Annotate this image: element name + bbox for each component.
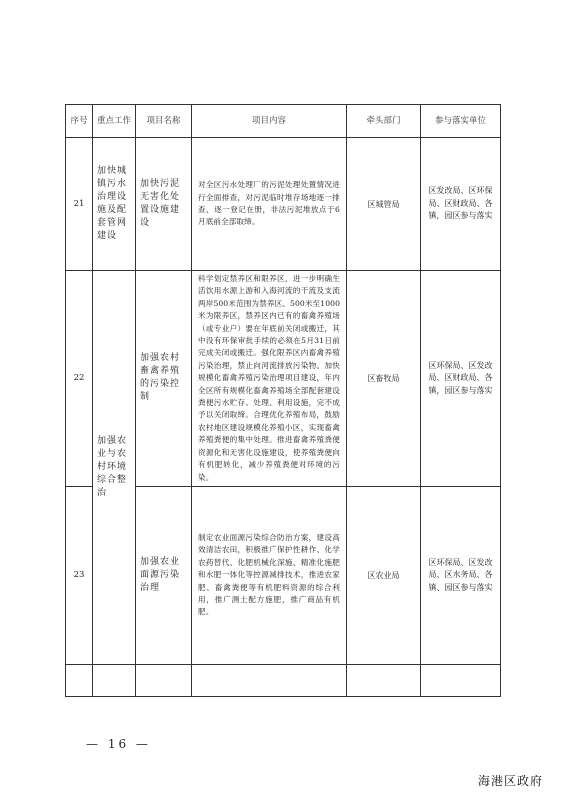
- table-row-blank: [66, 664, 501, 696]
- blank-cell: [136, 664, 192, 696]
- key-work-cell: 加强农业与农村环境综合整治: [93, 271, 136, 665]
- header-participants: 参与落实单位: [421, 105, 501, 138]
- header-project-name: 项目名称: [136, 105, 192, 138]
- project-name-cell: 加快污泥无害化处置设施建设: [136, 138, 192, 271]
- header-lead-dept: 牵头部门: [347, 105, 421, 138]
- table-row: [66, 271, 501, 487]
- table-header-row: [66, 105, 501, 138]
- project-content-cell: 制定农业面源污染综合防治方案，建设高效清洁农田，积极推广保护性耕作、化学农药替代、化肥机械化深施、精准化施肥和水肥一体化等控源减排技术，推进农家肥、畜禽粪便等有机肥料资源的综合利用，推广测土配方施肥，推广商品有机肥。: [192, 486, 347, 664]
- lead-dept-cell: 区农业局: [347, 486, 421, 664]
- project-table: [65, 104, 501, 697]
- participants-cell: 区环保局、区发改局、区水务局、各镇、园区参与落实: [421, 486, 501, 664]
- blank-cell: [66, 664, 93, 696]
- participants-cell: 区发改局、区环保局、区财政局、各镇，园区参与落实: [421, 138, 501, 271]
- row-number: 22: [66, 271, 93, 487]
- blank-cell: [421, 664, 501, 696]
- header-key-work: 重点工作: [93, 105, 136, 138]
- participants-cell: 区环保局、区发改局、区财政局、各镇，园区参与落实: [421, 271, 501, 487]
- row-number: 23: [66, 486, 93, 664]
- blank-cell: [192, 664, 347, 696]
- project-name-cell: 加强农业面源污染治理: [136, 486, 192, 664]
- row-number: 21: [66, 138, 93, 271]
- lead-dept-cell: 区城管局: [347, 138, 421, 271]
- key-work-cell: 加快城镇污水治理设施及配套管网建设: [93, 138, 136, 271]
- project-content-cell: 科学划定禁养区和限养区，进一步明确生活饮用水源上游和入海河流的干流及支流两岸500米范围为禁养区、500米至1000米为限养区，禁养区内已有的畜禽养殖场（或专业户）要在年底前关闭或搬迁，其中没有环保审批手续的必须在5月31日前完成关闭或搬迁。强化限养区内畜禽养殖污染治理，禁止向河流排放污染物。加快规模化畜禽养殖污染治理项目建设，年内全区所有规模化畜禽养殖场全部配套建设粪便污水贮存、处理、利用设施，完不成予以关闭取缔。合理优化养殖布局，鼓励农村地区建设规模化养殖小区，实现畜禽养殖粪便的集中处理。推进畜禽养殖粪便资源化和无害化设施建设，使养殖粪便向有机肥转化，减少养殖粪便对环境的污染。: [192, 271, 347, 487]
- blank-cell: [93, 664, 136, 696]
- header-content: 项目内容: [192, 105, 347, 138]
- table-row: [66, 138, 501, 271]
- page-number: — 16 —: [86, 737, 151, 751]
- source-watermark: 海港区政府: [478, 774, 544, 788]
- header-no: 序号: [66, 105, 93, 138]
- project-content-cell: 对全区污水处理厂的污泥处理处置情况进行全面排查，对污泥临时堆存场地逐一排查、逐一登记在册，非法污泥堆放点于6月底前全部取缔。: [192, 138, 347, 271]
- blank-cell: [347, 664, 421, 696]
- project-name-cell: 加强农村畜禽养殖的污染控制: [136, 271, 192, 487]
- lead-dept-cell: 区畜牧局: [347, 271, 421, 487]
